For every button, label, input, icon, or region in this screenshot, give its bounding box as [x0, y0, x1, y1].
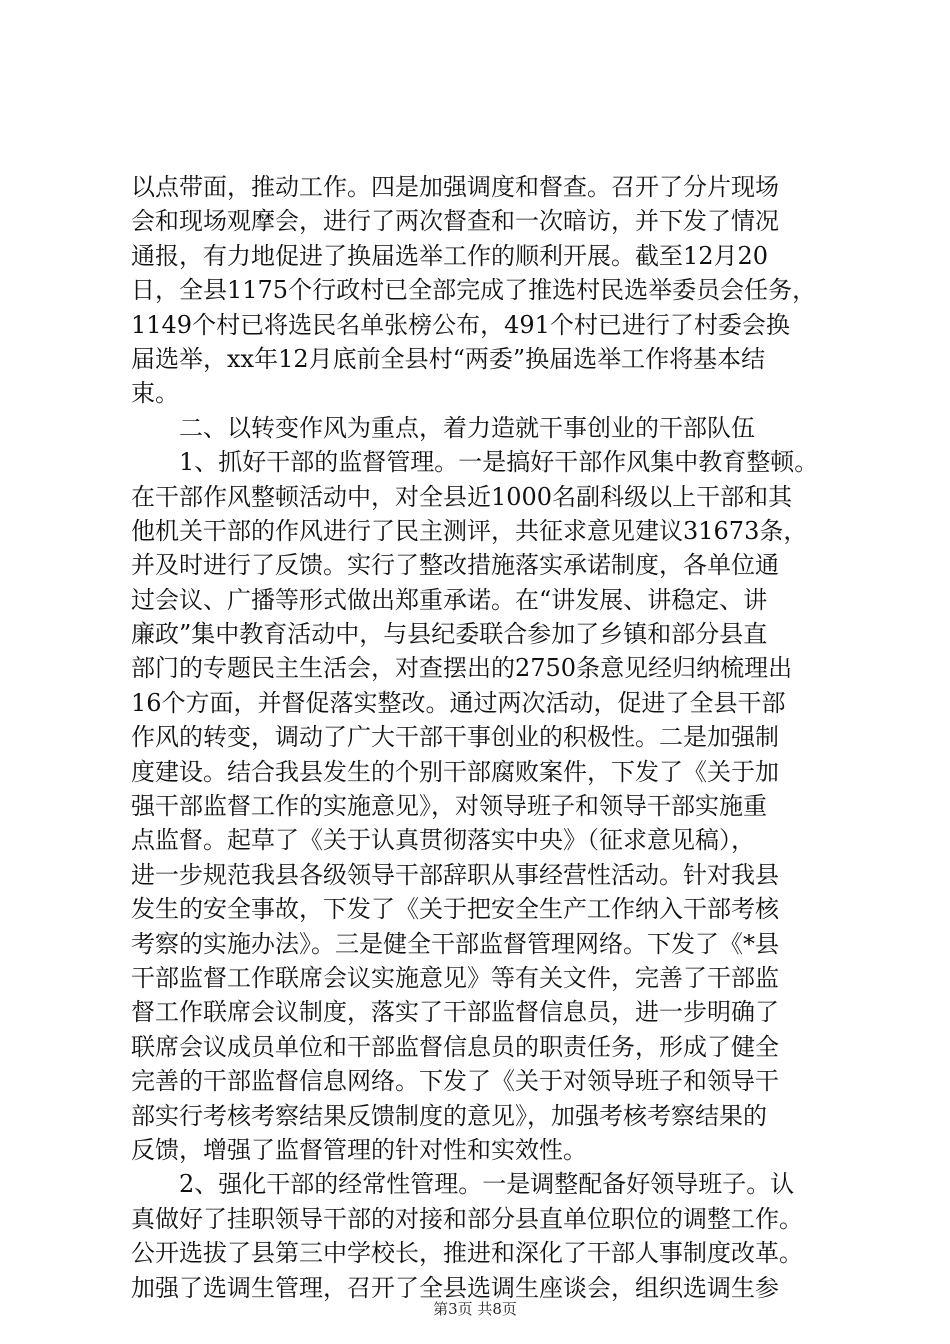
text-line: 进一步规范我县各级领导干部辞职从事经营性活动。针对我县	[131, 860, 779, 889]
text-line: 在干部作风整顿活动中，对全县近1000名副科级以上干部和其	[131, 482, 793, 511]
text-line: 真做好了挂职领导干部的对接和部分县直单位职位的调整工作。	[131, 1204, 803, 1233]
section-heading: 二、以转变作风为重点，着力造就干事创业的干部队伍	[179, 413, 755, 442]
text-line: 点监督。起草了《关于认真贯彻落实中央》（征求意见稿），	[131, 826, 755, 855]
text-line: 度建设。结合我县发生的个别干部腐败案件，下发了《关于加	[131, 757, 779, 786]
page-number: 第3页 共8页	[433, 1300, 517, 1318]
text-line: 廉政”集中教育活动中，与县纪委联合参加了乡镇和部分县直	[131, 620, 768, 649]
paragraph-start: 1、抓好干部的监督管理。一是搞好干部作风集中教育整顿。	[179, 448, 819, 477]
text-line: 加强了选调生管理，召开了全县选调生座谈会，组织选调生参	[131, 1273, 779, 1302]
text-line: 考察的实施办法》。三是健全干部监督管理网络。下发了《*县	[131, 929, 779, 958]
text-line: 联席会议成员单位和干部监督信息员的职责任务，形成了健全	[131, 1032, 779, 1061]
text-line: 束。	[131, 379, 179, 408]
text-line: 部实行考核考察结果反馈制度的意见》，加强考核考察结果的	[131, 1101, 767, 1130]
text-line: 强干部监督工作的实施意见》，对领导班子和领导干部实施重	[131, 792, 767, 821]
text-line: 并及时进行了反馈。实行了整改措施落实承诺制度，各单位通	[131, 551, 779, 580]
text-line: 公开选拔了县第三中学校长，推进和深化了干部人事制度改革。	[131, 1239, 803, 1268]
text-line: 日，全县1175个行政村已全部完成了推选村民选举委员会任务，	[131, 276, 817, 305]
text-line: 完善的干部监督信息网络。下发了《关于对领导班子和领导干	[131, 1067, 779, 1096]
text-line: 反馈，增强了监督管理的针对性和实效性。	[131, 1135, 587, 1164]
body-text	[131, 170, 831, 1305]
text-line: 届选举，xx年12月底前全县村“两委”换届选举工作将基本结	[131, 344, 766, 373]
text-line: 干部监督工作联席会议实施意见》等有关文件，完善了干部监	[131, 963, 779, 992]
text-line: 作风的转变，调动了广大干部干事创业的积极性。二是加强制	[131, 723, 779, 752]
text-line: 1149个村已将选民名单张榜公布，491个村已进行了村委会换	[131, 310, 790, 339]
text-line: 他机关干部的作风进行了民主测评，共征求意见建议31673条，	[131, 516, 808, 545]
text-line: 通报，有力地促进了换届选举工作的顺利开展。截至12月20	[131, 241, 769, 270]
text-line: 以点带面，推动工作。四是加强调度和督查。召开了分片现场	[131, 173, 779, 201]
text-line: 督工作联席会议制度，落实了干部监督信息员，进一步明确了	[131, 998, 779, 1027]
text-line: 会和现场观摩会，进行了两次督查和一次暗访，并下发了情况	[131, 207, 779, 236]
text-line: 过会议、广播等形式做出郑重承诺。在“讲发展、讲稳定、讲	[131, 585, 768, 614]
text-line: 16个方面，并督促落实整改。通过两次活动，促进了全县干部	[131, 688, 786, 717]
paragraph-start: 2、强化干部的经常性管理。一是调整配备好领导班子。认	[179, 1170, 795, 1199]
text-line: 部门的专题民主生活会，对查摆出的2750条意见经归纳梳理出	[131, 654, 793, 683]
text-line: 发生的安全事故，下发了《关于把安全生产工作纳入干部考核	[131, 895, 779, 924]
